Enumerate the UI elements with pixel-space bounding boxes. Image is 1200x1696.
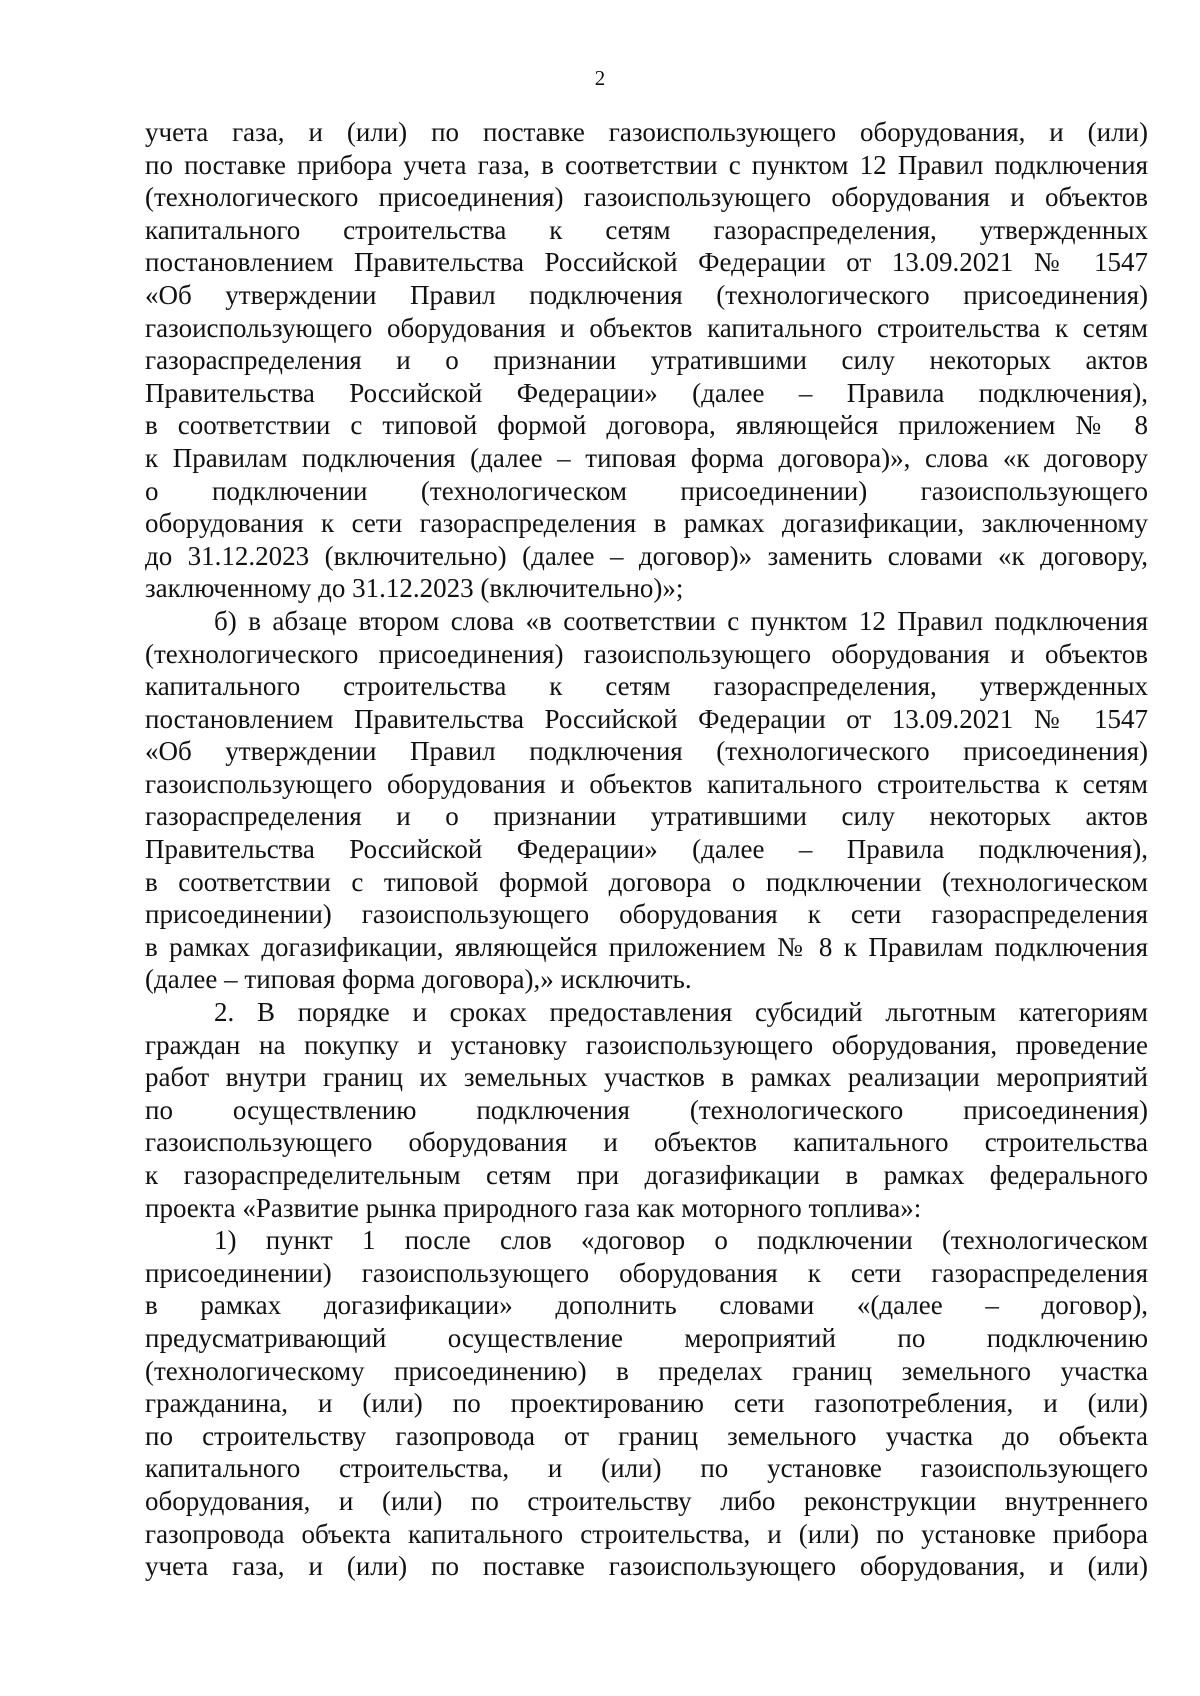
page-number: 2 bbox=[594, 66, 606, 90]
text-line: граждан на покупку и установку газоиспользующего оборудования, проведение bbox=[145, 1029, 1148, 1060]
text-line: 1) пункт 1 после слов «договор о подключении (технологическом bbox=[214, 1225, 1148, 1256]
text-line: проекта «Развитие рынка природного газа как моторного топлива»: bbox=[145, 1192, 922, 1223]
paragraph-subitem-b bbox=[145, 605, 1148, 996]
text-line: (далее – типовая форма договора),» исключить. bbox=[145, 964, 692, 995]
text-line: капитального строительства к сетям газораспределения, утвержденных bbox=[145, 214, 1148, 245]
text-line: работ внутри границ их земельных участков в рамках реализации мероприятий bbox=[145, 1062, 1148, 1093]
text-line: в рамках догазификации, являющейся приложением № 8 к Правилам подключения bbox=[145, 931, 1148, 962]
text-line: б) в абзаце втором слова «в соответствии с пунктом 12 Правил подключения bbox=[214, 605, 1148, 636]
text-line: капитального строительства к сетям газораспределения, утвержденных bbox=[145, 671, 1148, 702]
text-line: учета газа, и (или) по поставке газоиспользующего оборудования, и (или) bbox=[145, 117, 1148, 147]
text-line: до 31.12.2023 (включительно) (далее – договор)» заменить словами «к договору, bbox=[145, 540, 1148, 571]
text-line: постановлением Правительства Российской Федерации от 13.09.2021 № 1547 bbox=[145, 247, 1148, 278]
text-line: присоединении) газоиспользующего оборудования к сети газораспределения bbox=[145, 899, 1148, 930]
text-line: оборудования к сети газораспределения в рамках догазификации, заключенному bbox=[145, 508, 1148, 539]
text-line: оборудования, и (или) по строительству либо реконструкции внутреннего bbox=[145, 1485, 1148, 1516]
text-line: (технологическому присоединению) в пределах границ земельного участка bbox=[145, 1355, 1148, 1386]
text-line: к Правилам подключения (далее – типовая форма договора)», слова «к договору bbox=[145, 442, 1148, 473]
text-line: гражданина, и (или) по проектированию сети газопотребления, и (или) bbox=[145, 1388, 1148, 1419]
text-line: газораспределения и о признании утратившими силу некоторых актов bbox=[145, 801, 1148, 832]
text-line: о подключении (технологическом присоединении) газоиспользующего bbox=[145, 475, 1148, 506]
text-line: (технологического присоединения) газоиспользующего оборудования и объектов bbox=[145, 638, 1148, 669]
paragraph-subitem-1 bbox=[145, 1224, 1148, 1583]
text-line: (технологического присоединения) газоиспользующего оборудования и объектов bbox=[145, 182, 1148, 213]
text-line: присоединении) газоиспользующего оборудования к сети газораспределения bbox=[145, 1257, 1148, 1288]
text-line: газоиспользующего оборудования и объектов капитального строительства к сетям bbox=[145, 312, 1148, 343]
text-line: постановлением Правительства Российской Федерации от 13.09.2021 № 1547 bbox=[145, 703, 1148, 734]
paragraph-item-2 bbox=[145, 996, 1148, 1224]
text-line: заключенному до 31.12.2023 (включительно)»; bbox=[145, 573, 684, 604]
text-line: по поставке прибора учета газа, в соответствии с пунктом 12 Правил подключения bbox=[145, 149, 1148, 180]
text-line: Правительства Российской Федерации» (далее – Правила подключения), bbox=[145, 834, 1148, 865]
text-line: «Об утверждении Правил подключения (технологического присоединения) bbox=[145, 279, 1148, 310]
text-line: по строительству газопровода от границ земельного участка до объекта bbox=[145, 1420, 1148, 1451]
text-line: капитального строительства, и (или) по установке газоиспользующего bbox=[145, 1453, 1148, 1484]
text-line: газораспределения и о признании утратившими силу некоторых актов bbox=[145, 345, 1148, 376]
text-line: 2. В порядке и сроках предоставления субсидий льготным категориям bbox=[214, 997, 1148, 1028]
text-line: в соответствии с типовой формой договора о подключении (технологическом bbox=[145, 866, 1148, 897]
text-line: в рамках догазификации» дополнить словами «(далее – договор), bbox=[145, 1290, 1148, 1321]
text-line: газоиспользующего оборудования и объектов капитального строительства к сетям bbox=[145, 768, 1148, 799]
text-line: «Об утверждении Правил подключения (технологического присоединения) bbox=[145, 736, 1148, 767]
text-line: газоиспользующего оборудования и объектов капитального строительства bbox=[145, 1127, 1148, 1158]
text-line: в соответствии с типовой формой договора, являющейся приложением № 8 bbox=[145, 410, 1148, 441]
text-line: предусматривающий осуществление мероприятий по подключению bbox=[145, 1322, 1148, 1353]
text-line: к газораспределительным сетям при догазификации в рамках федерального bbox=[145, 1160, 1148, 1190]
text-line: учета газа, и (или) по поставке газоиспользующего оборудования, и (или) bbox=[145, 1551, 1148, 1582]
text-line: газопровода объекта капитального строительства, и (или) по установке прибора bbox=[145, 1518, 1148, 1549]
text-line: Правительства Российской Федерации» (далее – Правила подключения), bbox=[145, 377, 1148, 408]
text-line: по осуществлению подключения (технологического присоединения) bbox=[145, 1094, 1148, 1125]
document-body bbox=[145, 116, 1148, 1583]
paragraph-continuation bbox=[145, 116, 1148, 605]
